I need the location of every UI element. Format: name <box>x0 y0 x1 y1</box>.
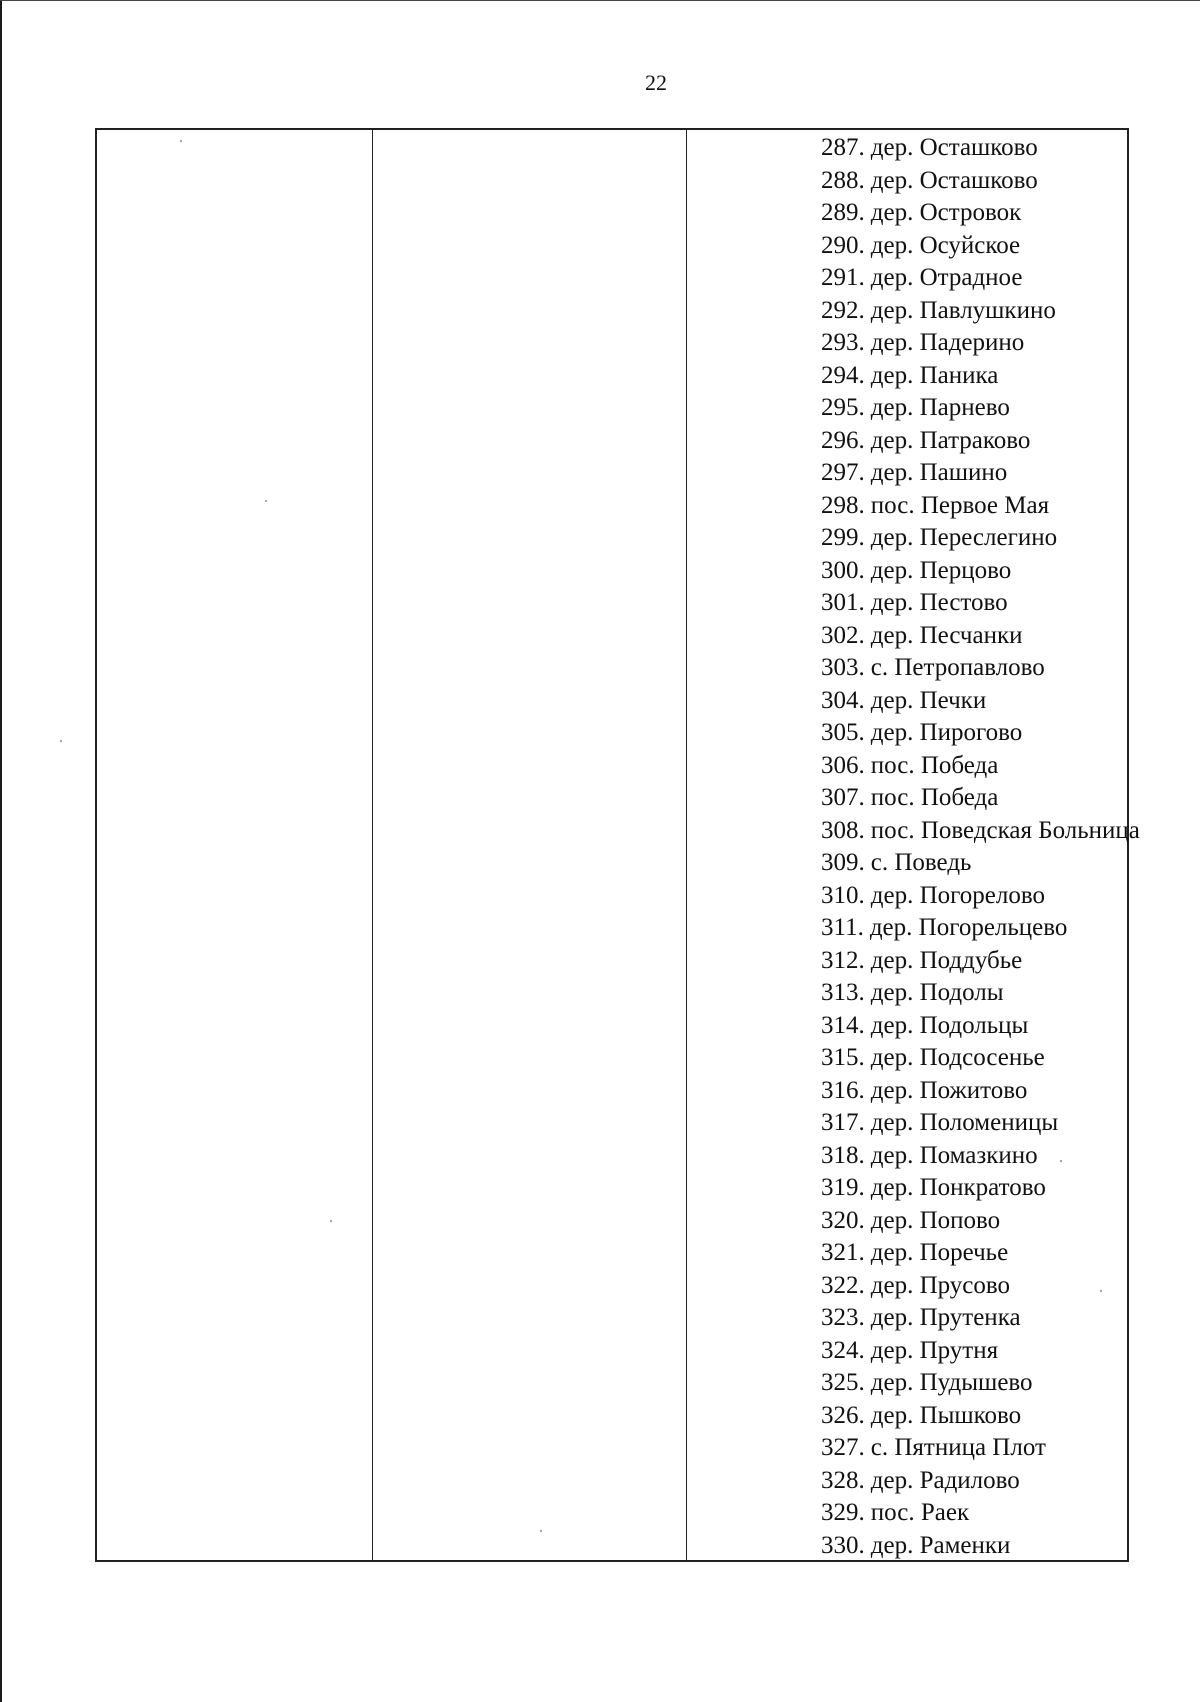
settlement-entry <box>821 425 1140 458</box>
settlement-name: с. Петропавлово <box>870 654 1045 681</box>
settlement-name: с. Поведь <box>870 849 972 876</box>
scan-border-left <box>0 0 2 1702</box>
entry-number: 293. <box>821 329 865 356</box>
settlement-entry <box>821 165 1140 198</box>
settlement-name: дер. Погорелово <box>870 881 1045 909</box>
settlement-entry <box>821 750 1140 783</box>
settlement-name: дер. Поломеницы <box>870 1109 1059 1136</box>
settlement-entry <box>821 230 1140 263</box>
entry-number: 306. <box>821 751 865 779</box>
entry-number: 323. <box>821 1304 865 1331</box>
settlement-name: дер. Прутня <box>870 1336 999 1364</box>
settlement-name: дер. Поддубье <box>870 946 1023 974</box>
settlement-entry <box>821 295 1140 328</box>
settlement-name: дер. Раменки <box>870 1531 1011 1559</box>
entry-number: 308. <box>821 816 865 844</box>
table-cell-column-1 <box>97 130 372 1560</box>
settlement-name: дер. Павлушкино <box>870 296 1056 324</box>
settlement-entry <box>821 197 1140 230</box>
entry-number: 316. <box>821 1076 865 1104</box>
entry-number: 322. <box>821 1271 865 1299</box>
settlement-name: дер. Пышково <box>870 1401 1022 1429</box>
entry-number: 314. <box>821 1011 865 1039</box>
settlement-entry <box>821 1075 1140 1108</box>
settlement-name: с. Пятница Плот <box>870 1434 1046 1461</box>
settlement-entry <box>821 1010 1140 1043</box>
settlement-name: дер. Печки <box>870 686 987 714</box>
settlement-name: дер. Переслегино <box>870 524 1058 551</box>
settlement-name: дер. Радилово <box>870 1466 1020 1494</box>
entry-number: 305. <box>821 719 865 746</box>
entry-number: 291. <box>821 264 865 291</box>
entry-number: 299. <box>821 524 865 551</box>
settlements-table <box>95 128 1140 1562</box>
scan-speck <box>1060 1160 1062 1162</box>
settlement-entry <box>821 782 1140 815</box>
settlement-entry <box>821 1270 1140 1303</box>
settlement-name: дер. Подолы <box>870 979 1004 1006</box>
table-column-divider <box>372 130 373 1560</box>
settlement-entry <box>821 1335 1140 1368</box>
settlement-name: пос. Поведская Больница <box>870 816 1140 844</box>
scan-speck <box>1100 1290 1102 1292</box>
entry-number: 298. <box>821 491 865 519</box>
settlement-entry <box>821 1205 1140 1238</box>
settlement-name: дер. Островок <box>870 199 1022 226</box>
entry-number: 300. <box>821 556 865 584</box>
entry-number: 318. <box>821 1141 865 1169</box>
entry-number: 313. <box>821 979 865 1006</box>
entry-number: 315. <box>821 1044 865 1071</box>
settlement-entry <box>821 490 1140 523</box>
settlement-entry <box>821 1302 1140 1335</box>
settlement-name: дер. Понкратово <box>870 1174 1046 1201</box>
settlement-entry <box>821 912 1140 945</box>
settlement-name: дер. Попово <box>870 1206 1001 1234</box>
settlement-entry <box>821 1042 1140 1075</box>
entry-number: 296. <box>821 426 865 454</box>
settlement-list <box>821 132 1140 1562</box>
entry-number: 289. <box>821 199 865 226</box>
settlement-name: дер. Осташково <box>870 166 1038 194</box>
settlement-entry <box>821 847 1140 880</box>
settlement-entry <box>821 717 1140 750</box>
settlement-name: пос. Победа <box>870 751 999 779</box>
settlement-name: дер. Помазкино <box>870 1141 1038 1169</box>
entry-number: 302. <box>821 621 865 649</box>
page-number: 22 <box>645 70 667 95</box>
settlement-entry <box>821 327 1140 360</box>
scan-border-top <box>0 0 1200 1</box>
entry-number: 317. <box>821 1109 865 1136</box>
settlement-entry <box>821 1400 1140 1433</box>
settlement-entry <box>821 1172 1140 1205</box>
settlement-entry <box>821 652 1140 685</box>
settlement-entry <box>821 1367 1140 1400</box>
entry-number: 294. <box>821 361 865 389</box>
entry-number: 326. <box>821 1401 865 1429</box>
entry-number: 325. <box>821 1369 865 1396</box>
entry-number: 330. <box>821 1531 865 1559</box>
scan-speck <box>540 1530 542 1532</box>
settlement-name: дер. Пожитово <box>870 1076 1028 1104</box>
settlement-entry <box>821 360 1140 393</box>
settlement-entry <box>821 1497 1140 1530</box>
table-cell-settlements <box>688 130 1140 1560</box>
entry-number: 288. <box>821 166 865 194</box>
settlement-name: дер. Пирогово <box>870 719 1023 746</box>
settlement-name: дер. Пестово <box>870 589 1008 616</box>
scan-speck <box>265 500 267 502</box>
settlement-entry <box>821 685 1140 718</box>
table-column-divider <box>686 130 687 1560</box>
entry-number: 309. <box>821 849 865 876</box>
entry-number: 301. <box>821 589 865 616</box>
entry-number: 303. <box>821 654 865 681</box>
settlement-entry <box>821 815 1140 848</box>
settlement-entry <box>821 132 1140 165</box>
table-cell-column-2 <box>374 130 686 1560</box>
settlement-entry <box>821 977 1140 1010</box>
entry-number: 324. <box>821 1336 865 1364</box>
settlement-entry <box>821 1107 1140 1140</box>
settlement-name: пос. Победа <box>870 784 999 811</box>
entry-number: 290. <box>821 231 865 259</box>
settlement-entry <box>821 1465 1140 1498</box>
settlement-entry <box>821 555 1140 588</box>
settlement-entry <box>821 620 1140 653</box>
settlement-name: дер. Подсосенье <box>870 1044 1045 1071</box>
settlement-entry <box>821 522 1140 555</box>
entry-number: 297. <box>821 459 865 486</box>
settlement-name: дер. Осуйское <box>870 231 1021 259</box>
settlement-entry <box>821 1432 1140 1465</box>
settlement-entry <box>821 880 1140 913</box>
settlement-entry <box>821 262 1140 295</box>
entry-number: 311. <box>821 914 864 941</box>
settlement-name: дер. Падерино <box>870 329 1025 356</box>
entry-number: 292. <box>821 296 865 324</box>
settlement-name: пос. Первое Мая <box>870 491 1050 519</box>
settlement-name: дер. Патраково <box>870 426 1031 454</box>
settlement-name: дер. Отрадное <box>870 264 1023 291</box>
entry-number: 327. <box>821 1434 865 1461</box>
entry-number: 320. <box>821 1206 865 1234</box>
settlement-entry <box>821 945 1140 978</box>
settlement-entry <box>821 1237 1140 1270</box>
settlement-name: дер. Песчанки <box>870 621 1023 649</box>
settlement-name: дер. Подольцы <box>870 1011 1029 1039</box>
settlement-name: пос. Раек <box>870 1499 970 1526</box>
entry-number: 321. <box>821 1239 865 1266</box>
entry-number: 287. <box>821 134 865 161</box>
scan-speck <box>180 140 182 142</box>
settlement-entry <box>821 1530 1140 1563</box>
entry-number: 329. <box>821 1499 865 1526</box>
settlement-name: дер. Прусово <box>870 1271 1011 1299</box>
settlement-entry <box>821 392 1140 425</box>
settlement-entry <box>821 587 1140 620</box>
settlement-name: дер. Парнево <box>870 394 1010 421</box>
settlement-name: дер. Прутенка <box>870 1304 1021 1331</box>
entry-number: 307. <box>821 784 865 811</box>
entry-number: 328. <box>821 1466 865 1494</box>
settlement-name: дер. Пашино <box>870 459 1008 486</box>
entry-number: 310. <box>821 881 865 909</box>
entry-number: 295. <box>821 394 865 421</box>
entry-number: 312. <box>821 946 865 974</box>
settlement-name: дер. Осташково <box>870 134 1038 161</box>
settlement-name: дер. Поречье <box>870 1239 1009 1266</box>
settlement-name: дер. Погорельцево <box>869 914 1068 941</box>
scan-speck <box>60 740 62 742</box>
settlement-name: дер. Паника <box>870 361 999 389</box>
settlement-entry <box>821 457 1140 490</box>
entry-number: 304. <box>821 686 865 714</box>
entry-number: 319. <box>821 1174 865 1201</box>
settlement-entry <box>821 1140 1140 1173</box>
settlement-name: дер. Перцово <box>870 556 1012 584</box>
settlement-name: дер. Пудышево <box>870 1369 1033 1396</box>
scan-speck <box>330 1220 332 1222</box>
